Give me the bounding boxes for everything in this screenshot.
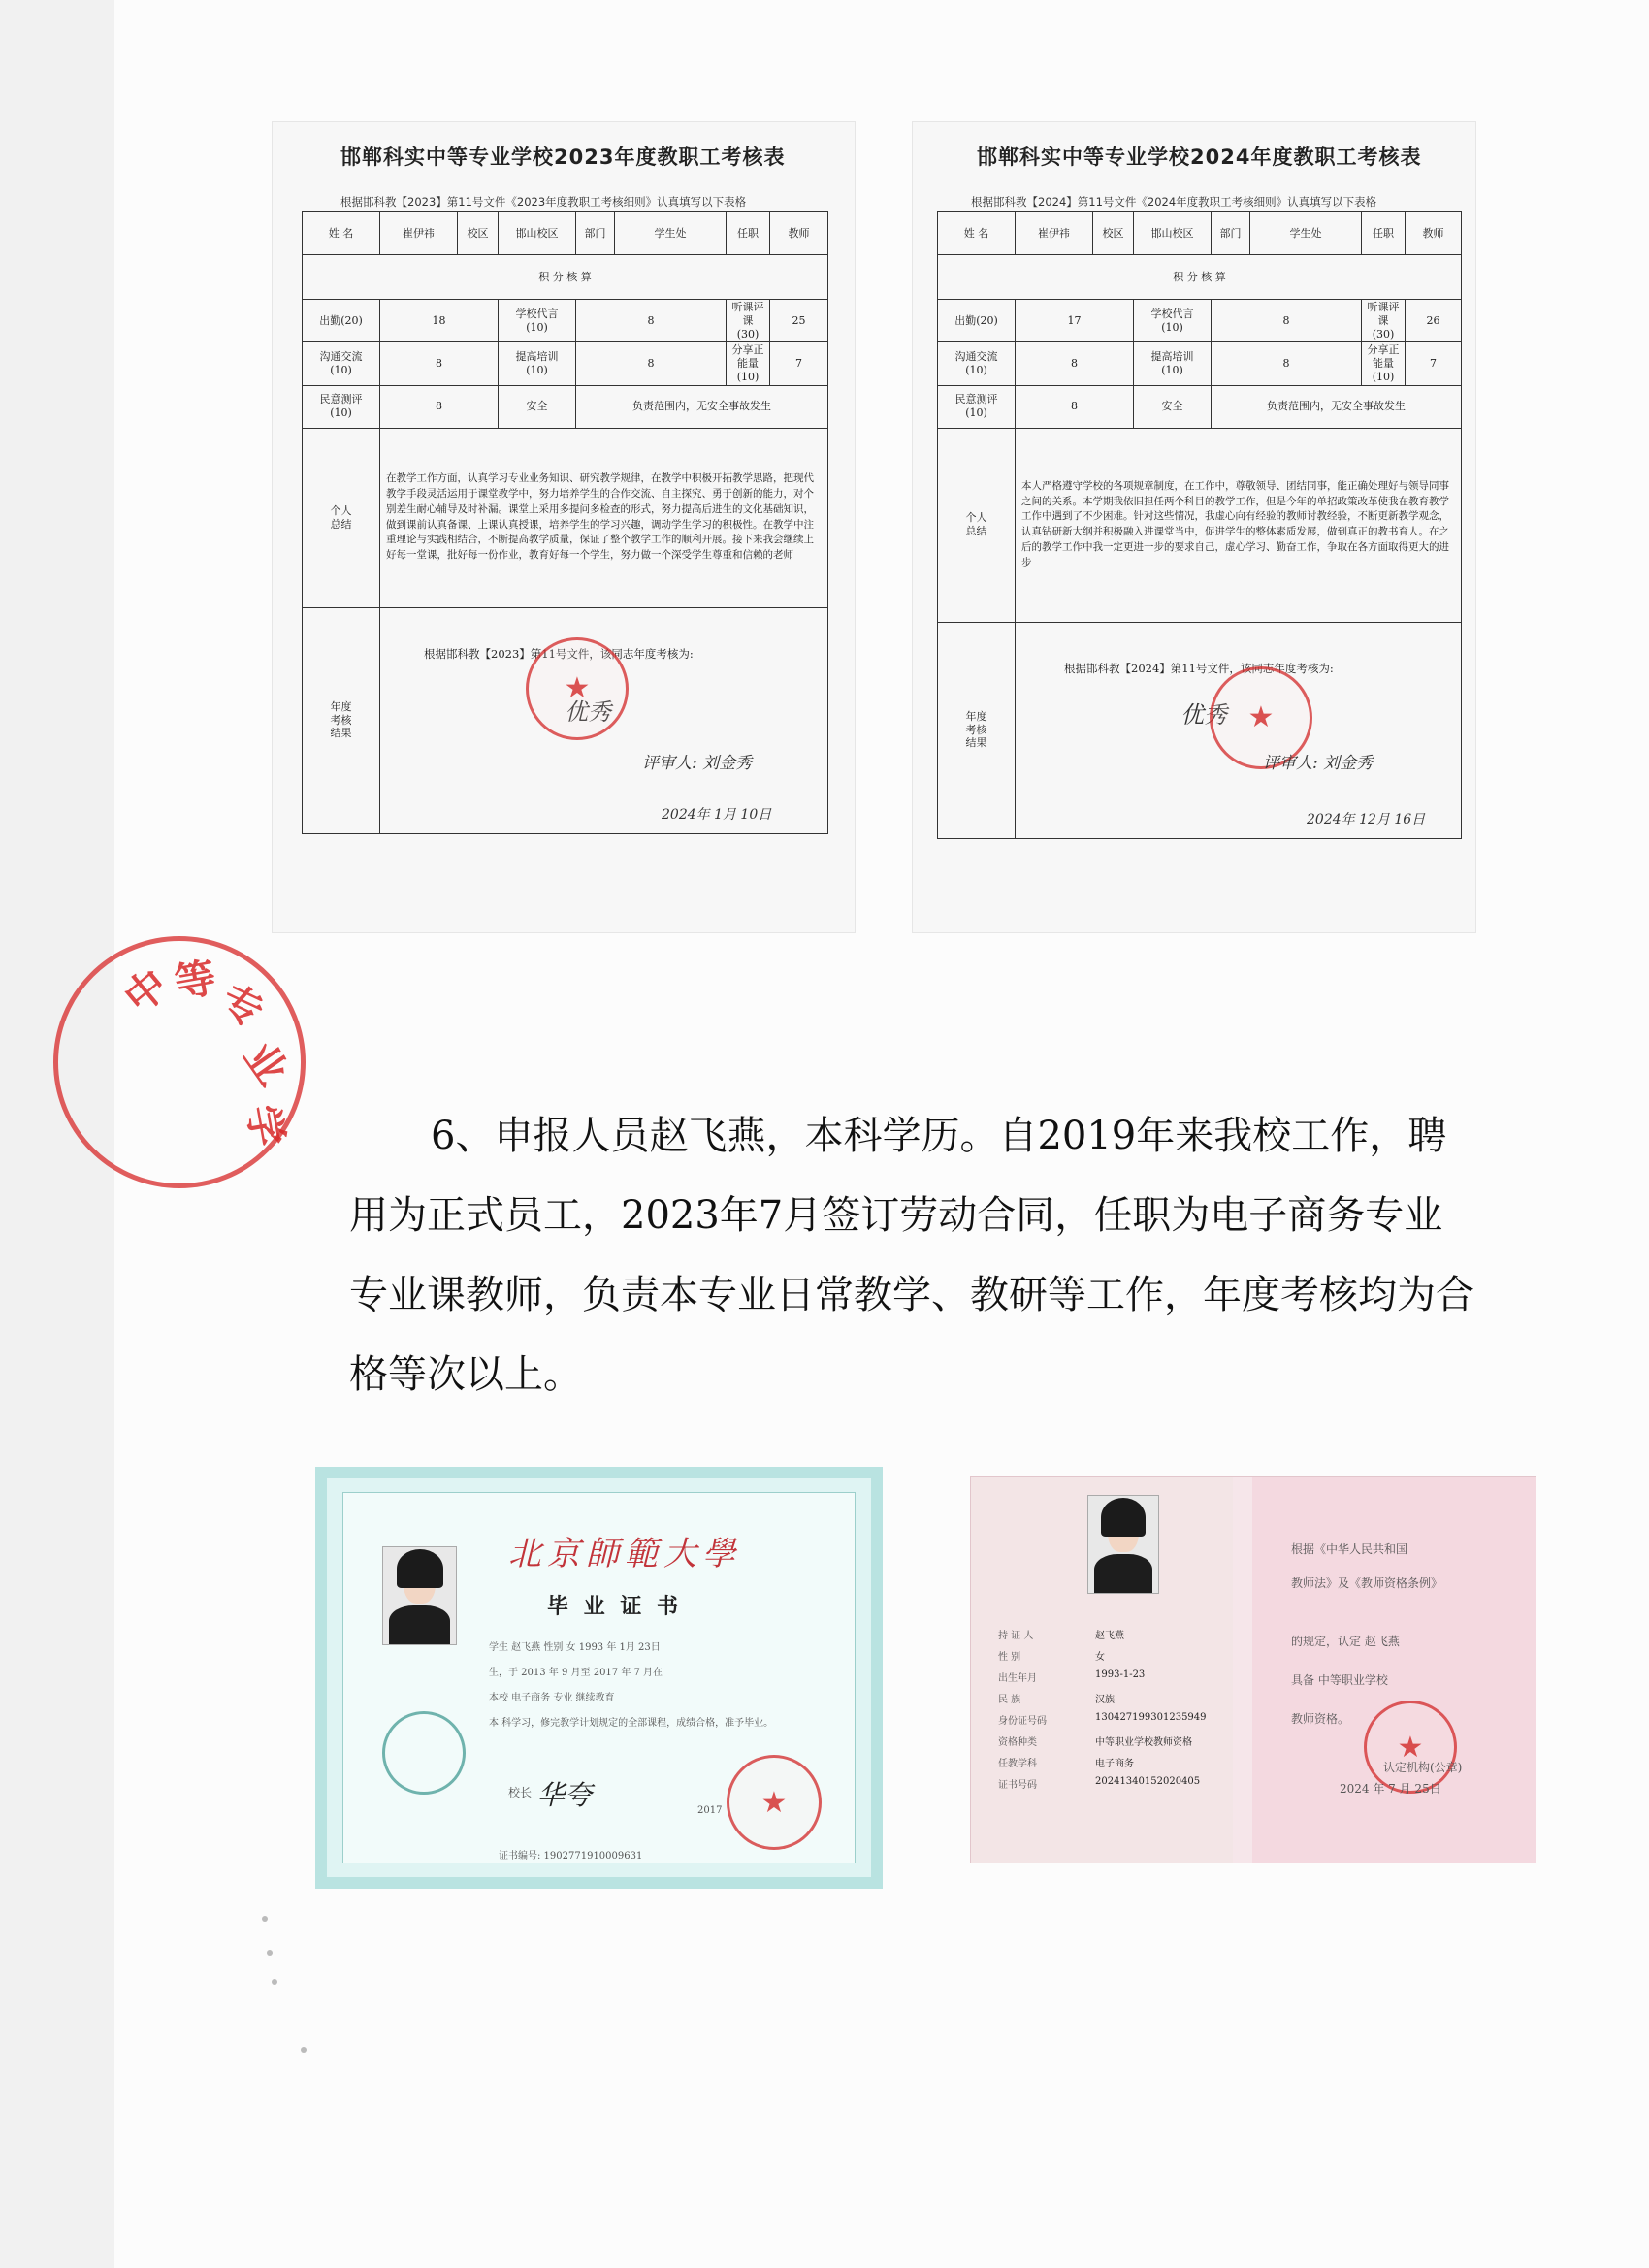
name-value: 崔伊祎 (1016, 212, 1093, 255)
score-value: 8 (1212, 342, 1362, 385)
score-value: 17 (1016, 300, 1134, 342)
cert-field-row: 证书号码 20241340152020405 (998, 1776, 1201, 1791)
form-title: 邯郸科实中等专业学校2023年度教职工考核表 (340, 146, 786, 169)
diploma-line: 本 科学习，修完教学计划规定的全部课程，成绩合格，准予毕业。 (489, 1718, 774, 1729)
assessment-form-2024 (912, 121, 1476, 933)
scan-speck (262, 1916, 268, 1922)
summary-text: 本人严格遵守学校的各项规章制度，在工作中，尊敬领导、团结同事，能正确处理好与领导同事之间的关系。本学期我依旧担任两个科目的教学工作，但是今年的单招政策改革使我在教育教学工作中遇到了不少困难。针对这些情况，我虚心向有经验的教师讨教经验，不断更新教学观念，认真钻研新大纲并积极融入进课堂当中，促进学生的整体素质发展，做到真正的教书育人。在之后的教学工作中我一定更进一步的要求自己，虚心学习、勤奋工作，争取在各方面取得更大的进步 (1016, 428, 1462, 622)
university-seal: ★ (727, 1755, 822, 1850)
form-subtitle: 根据邯科教【2023】第11号文件《2023年度教职工考核细则》认真填写以下表格 (340, 195, 747, 209)
teacher-qualification-certificate (970, 1476, 1536, 1863)
result-box (1016, 623, 1461, 838)
safety-label: 安全 (499, 385, 576, 428)
score-value: 8 (380, 385, 499, 428)
score-label: 学校代言 (10) (499, 300, 576, 342)
scan-speck (272, 1979, 277, 1985)
diploma-serial: 证书编号: 1902771910009631 (499, 1851, 643, 1862)
authority-seal: ★ (1364, 1701, 1457, 1794)
score-value: 18 (380, 300, 499, 342)
dept-value: 学生处 (1250, 212, 1362, 255)
cert-text: 教师资格。 (1291, 1712, 1350, 1726)
section-label: 积 分 核 算 (938, 255, 1462, 300)
cert-left-page (971, 1477, 1233, 1863)
campus-value: 邯山校区 (1134, 212, 1212, 255)
president-signature: 华夸 (537, 1779, 593, 1811)
dept-value: 学生处 (615, 212, 727, 255)
cert-right-page (1252, 1477, 1536, 1863)
safety-value: 负责范围内，无安全事故发生 (1212, 385, 1462, 428)
score-value: 7 (1406, 342, 1462, 385)
name-label: 姓 名 (303, 212, 380, 255)
cert-text: 根据《中华人民共和国 (1291, 1542, 1408, 1556)
score-label: 沟通交流 (10) (938, 342, 1016, 385)
form-subtitle: 根据邯科教【2024】第11号文件《2024年度教职工考核细则》认真填写以下表格 (971, 195, 1377, 209)
applicant-paragraph (349, 1096, 1474, 1414)
portrait-photo (382, 1546, 457, 1645)
diploma-title: 毕 业 证 书 (547, 1595, 682, 1619)
post-value: 教师 (1406, 212, 1462, 255)
result-label: 年度 考核 结果 (938, 622, 1016, 838)
summary-label: 个人 总结 (938, 428, 1016, 622)
score-label: 分享正能量 (10) (727, 342, 770, 385)
score-value: 25 (770, 300, 828, 342)
form-title: 邯郸科实中等专业学校2024年度教职工考核表 (977, 146, 1422, 169)
score-value: 8 (1016, 385, 1134, 428)
score-value: 8 (380, 342, 499, 385)
diploma-line: 生，于 2013 年 9 月至 2017 年 7 月在 (489, 1668, 663, 1678)
score-label: 提高培训 (10) (499, 342, 576, 385)
dept-label: 部门 (576, 212, 615, 255)
cert-field-row: 身份证号码 130427199301235949 (998, 1712, 1207, 1727)
cert-fields (998, 1623, 1231, 1794)
graduation-certificate (315, 1467, 883, 1889)
cert-field-row: 持 证 人 赵飞燕 (998, 1631, 1124, 1641)
score-label: 听课评课 (30) (727, 300, 770, 342)
assessment-form-2023 (272, 121, 856, 933)
safety-value: 负责范围内，无安全事故发生 (576, 385, 828, 428)
portrait-photo (1087, 1495, 1159, 1594)
cert-text: 教师法》及《教师资格条例》 (1291, 1576, 1443, 1590)
section-label: 积 分 核 算 (303, 255, 828, 300)
score-label: 沟通交流 (10) (303, 342, 380, 385)
score-value: 7 (770, 342, 828, 385)
summary-label: 个人 总结 (303, 428, 380, 607)
form-date: 2024年 1月 10日 (662, 806, 772, 823)
cert-field-row: 性 别 女 (998, 1652, 1105, 1663)
cert-field-row: 任教学科 电子商务 (998, 1759, 1134, 1769)
cert-date: 2024 年 7 月 25日 (1340, 1782, 1441, 1796)
school-seal-left: 中 等 专 业 学 (53, 936, 306, 1188)
post-label: 任职 (727, 212, 770, 255)
score-value: 8 (576, 300, 727, 342)
result-text: 根据邯科教【2024】第11号文件，该同志年度考核为: (1064, 661, 1334, 675)
scan-speck (267, 1950, 273, 1956)
score-label: 出勤(20) (303, 300, 380, 342)
assessment-table (937, 211, 1462, 839)
name-label: 姓 名 (938, 212, 1016, 255)
post-value: 教师 (770, 212, 828, 255)
cert-field-row: 民 族 汉族 (998, 1695, 1115, 1705)
score-label: 提高培训 (10) (1134, 342, 1212, 385)
school-seal: ★ (526, 637, 629, 740)
result-text: 根据邯科教【2023】第11号文件，该同志年度考核为: (424, 646, 694, 661)
cert-field-row: 资格种类 中等职业学校教师资格 (998, 1737, 1192, 1748)
score-value: 8 (1016, 342, 1134, 385)
safety-label: 安全 (1134, 385, 1212, 428)
score-label: 民意测评 (10) (938, 385, 1016, 428)
result-label: 年度 考核 结果 (303, 607, 380, 833)
building-emblem (382, 1711, 466, 1795)
scan-speck (301, 2047, 307, 2053)
school-seal: ★ (1210, 666, 1312, 769)
university-name: 北京師範大學 (508, 1535, 741, 1573)
score-label: 分享正能量 (10) (1362, 342, 1406, 385)
post-label: 任职 (1362, 212, 1406, 255)
summary-text: 在教学工作方面，认真学习专业业务知识、研究教学规律，在教学中积极开拓教学思路，把现代教学手段灵活运用于课堂教学中，努力培养学生的合作交流、自主探究、勇于创新的能力，对个别差生耐心辅导及时补漏。课堂上采用多提问多检查的形式，努力提高后进生的文化基础知识，做到课前认真备课、上课认真授课，培养学生的学习兴趣，调动学生学习的积极性。在教学中注重理论与实践相结合，不断提高教学质量，保证了整个教学工作的顺利开展。接下来我会继续上好每一堂课，批好每一份作业，教育好每一个学生，努力做一个深受学生尊重和信赖的老师 (380, 428, 828, 607)
campus-value: 邯山校区 (499, 212, 576, 255)
diploma-year: 2017 (697, 1805, 723, 1816)
cert-text: 认定机构(公章) (1383, 1761, 1463, 1774)
president-label: 校长 (508, 1786, 533, 1799)
diploma-line: 学生 赵飞燕 性别 女 1993 年 1月 23日 (489, 1642, 661, 1653)
result-box (380, 608, 827, 833)
dept-label: 部门 (1212, 212, 1250, 255)
name-value: 崔伊祎 (380, 212, 458, 255)
form-date: 2024年 12月 16日 (1307, 811, 1426, 827)
cert-text: 具备 中等职业学校 (1291, 1673, 1388, 1687)
reviewer-signature: 评审人: 刘金秀 (1263, 753, 1374, 773)
assessment-table (302, 211, 828, 834)
score-value: 8 (1212, 300, 1362, 342)
grade-handwritten: 优秀 (565, 697, 611, 726)
cert-text: 的规定，认定 赵飞燕 (1291, 1635, 1400, 1648)
grade-handwritten: 优秀 (1180, 700, 1227, 729)
score-label: 民意测评 (10) (303, 385, 380, 428)
diploma-line: 本校 电子商务 专业 继续教育 (489, 1693, 615, 1703)
paragraph-text: 6、申报人员赵飞燕，本科学历。自2019年来我校工作，聘用为正式员工，2023年7月签订劳动合同，任职为电子商务专业专业课教师，负责本专业日常教学、教研等工作，年度考核均为合格等次以上。 (349, 1114, 1474, 1397)
score-value: 26 (1406, 300, 1462, 342)
cert-field-row: 出生年月 1993-1-23 (998, 1669, 1146, 1684)
score-value: 8 (576, 342, 727, 385)
campus-label: 校区 (458, 212, 499, 255)
score-label: 出勤(20) (938, 300, 1016, 342)
score-label: 听课评课 (30) (1362, 300, 1406, 342)
campus-label: 校区 (1093, 212, 1134, 255)
diploma-inner (342, 1492, 856, 1863)
reviewer-signature: 评审人: 刘金秀 (642, 753, 753, 773)
score-label: 学校代言 (10) (1134, 300, 1212, 342)
